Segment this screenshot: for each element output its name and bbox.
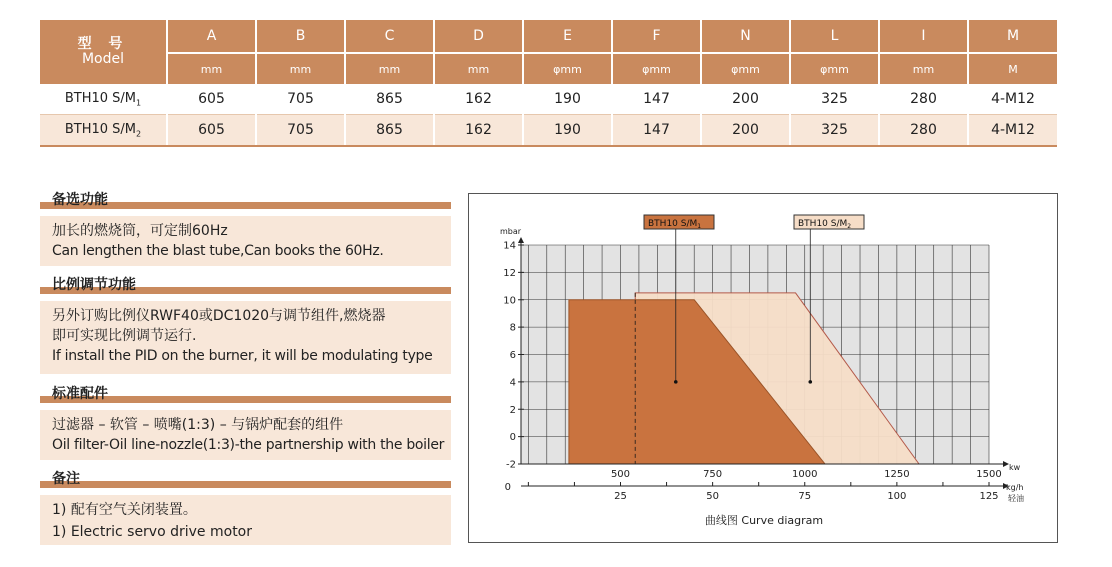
series-label-sub: 2 xyxy=(847,223,852,230)
table-cell: 705 xyxy=(256,84,345,115)
column-header: M xyxy=(968,20,1057,53)
section-body-optional-features xyxy=(40,216,451,266)
y-tick-label: 0 xyxy=(509,432,516,444)
section-line: 1) 配有空气关闭装置。 xyxy=(52,502,197,518)
section-body-remarks xyxy=(40,495,451,545)
table-cell: 190 xyxy=(523,115,612,147)
model-cell xyxy=(40,84,167,115)
table-cell: 605 xyxy=(167,84,256,115)
table-cell: 200 xyxy=(701,84,790,115)
x2-tick-label: 100 xyxy=(887,491,907,502)
unit-cell: φmm xyxy=(523,53,612,84)
x2-tick-label: 75 xyxy=(798,491,812,502)
table-cell: 605 xyxy=(167,115,256,147)
unit-cell: mm xyxy=(434,53,523,84)
y-bottom-label: 0 xyxy=(504,482,511,493)
section-title-standard-accessories: 标准配件 xyxy=(40,386,451,403)
table-row xyxy=(40,84,1057,115)
section-line: 即可实现比例调节运行. xyxy=(52,328,197,344)
column-header: A xyxy=(167,20,256,53)
table-row xyxy=(40,115,1057,147)
x2-tick-label: 50 xyxy=(706,491,719,502)
table-cell: 325 xyxy=(790,84,879,115)
section-line: 加长的燃烧筒，可定制60Hz xyxy=(52,223,228,239)
y-axis-label: mbar xyxy=(500,227,522,236)
curve-diagram xyxy=(468,193,1058,543)
section-title-optional-features: 备选功能 xyxy=(40,192,451,209)
y-tick-label: 6 xyxy=(509,350,516,361)
table-cell: 325 xyxy=(790,115,879,147)
unit-cell: mm xyxy=(879,53,968,84)
section-line: 另外订购比例仪RWF40或DC1020与调节组件,燃烧器 xyxy=(52,308,386,324)
section-title-remarks: 备注 xyxy=(40,471,451,488)
column-header: C xyxy=(345,20,434,53)
table-cell: 865 xyxy=(345,115,434,147)
unit-cell: φmm xyxy=(701,53,790,84)
section-line: 1) Electric servo drive motor xyxy=(52,524,253,540)
y-tick-label: 14 xyxy=(503,240,516,252)
x-tick-label: 500 xyxy=(610,469,631,480)
x2-axis-label: kg/h xyxy=(1006,483,1024,492)
section-body-standard-accessories xyxy=(40,410,451,460)
x2-axis-suffix: 轻油 xyxy=(1008,494,1024,503)
table-cell: 4-M12 xyxy=(968,84,1057,115)
unit-cell: φmm xyxy=(790,53,879,84)
model-name: BTH10 S/M xyxy=(64,121,137,137)
table-cell: 705 xyxy=(256,115,345,147)
column-header: F xyxy=(612,20,701,53)
section-body-proportional-control xyxy=(40,301,451,374)
unit-cell: φmm xyxy=(612,53,701,84)
unit-cell: mm xyxy=(167,53,256,84)
table-cell: 162 xyxy=(434,84,523,115)
model-header-zh: 型 号 xyxy=(77,36,129,52)
table-cell: 162 xyxy=(434,115,523,147)
unit-cell: M xyxy=(968,53,1057,84)
table-cell: 280 xyxy=(879,115,968,147)
column-header: E xyxy=(523,20,612,53)
y-tick-label: 4 xyxy=(509,377,516,389)
y-tick-label: 2 xyxy=(509,404,516,416)
y-tick-label: 12 xyxy=(503,267,516,279)
model-header-en: Model xyxy=(81,51,125,67)
column-header: I xyxy=(879,20,968,53)
column-header: D xyxy=(434,20,523,53)
model-name: BTH10 S/M xyxy=(64,90,137,106)
series-label-sub: 1 xyxy=(697,223,702,230)
table-cell: 280 xyxy=(879,84,968,115)
x-tick-label: 1250 xyxy=(884,469,910,480)
x2-tick-label: 125 xyxy=(979,491,999,502)
series-anchor-point xyxy=(674,380,678,384)
unit-cell: mm xyxy=(256,53,345,84)
column-letter-row xyxy=(40,20,1057,53)
table-cell: 200 xyxy=(701,115,790,147)
section-line: 过滤器 – 软管 – 喷嘴(1:3) – 与锅炉配套的组件 xyxy=(52,417,344,433)
table-cell: 4-M12 xyxy=(968,115,1057,147)
x-tick-label: 750 xyxy=(703,469,723,480)
table-cell: 147 xyxy=(612,84,701,115)
column-header: B xyxy=(256,20,345,53)
x2-tick-label: 25 xyxy=(614,491,627,502)
x-tick-label: 1000 xyxy=(792,469,818,480)
x-tick-label: 1500 xyxy=(976,469,1002,480)
spec-table xyxy=(40,20,1057,147)
y-tick-label: 10 xyxy=(503,295,516,307)
y-tick-label: 8 xyxy=(509,322,516,334)
series-label-text: BTH10 $S/M_1$ xyxy=(648,219,702,230)
series-label-text: BTH10 $S/M_2$ xyxy=(798,219,852,230)
model-sub: 1 xyxy=(136,98,142,108)
model-header xyxy=(40,20,167,84)
series-anchor-point xyxy=(808,380,812,384)
section-line: Can lengthen the blast tube,Can books the 60Hz. xyxy=(52,243,384,259)
x-axis-label: kw xyxy=(1009,463,1021,472)
y-axis-arrow xyxy=(518,237,524,243)
section-line: If install the PID on the burner, it will be modulating type xyxy=(52,348,433,364)
column-header: N xyxy=(701,20,790,53)
column-header: L xyxy=(790,20,879,53)
y-tick-label: -2 xyxy=(506,459,516,471)
unit-cell: mm xyxy=(345,53,434,84)
table-cell: 190 xyxy=(523,84,612,115)
model-sub: 2 xyxy=(136,129,142,139)
section-line: Oil filter-Oil line-nozzle(1:3)-the partnership with the boiler xyxy=(52,437,445,453)
section-title-proportional-control: 比例调节功能 xyxy=(40,277,451,294)
unit-row xyxy=(40,53,1057,84)
chart-title: 曲线图 Curve diagram xyxy=(704,514,824,527)
model-cell xyxy=(40,115,167,147)
curve-diagram-svg xyxy=(469,194,1057,542)
table-cell: 147 xyxy=(612,115,701,147)
table-cell: 865 xyxy=(345,84,434,115)
